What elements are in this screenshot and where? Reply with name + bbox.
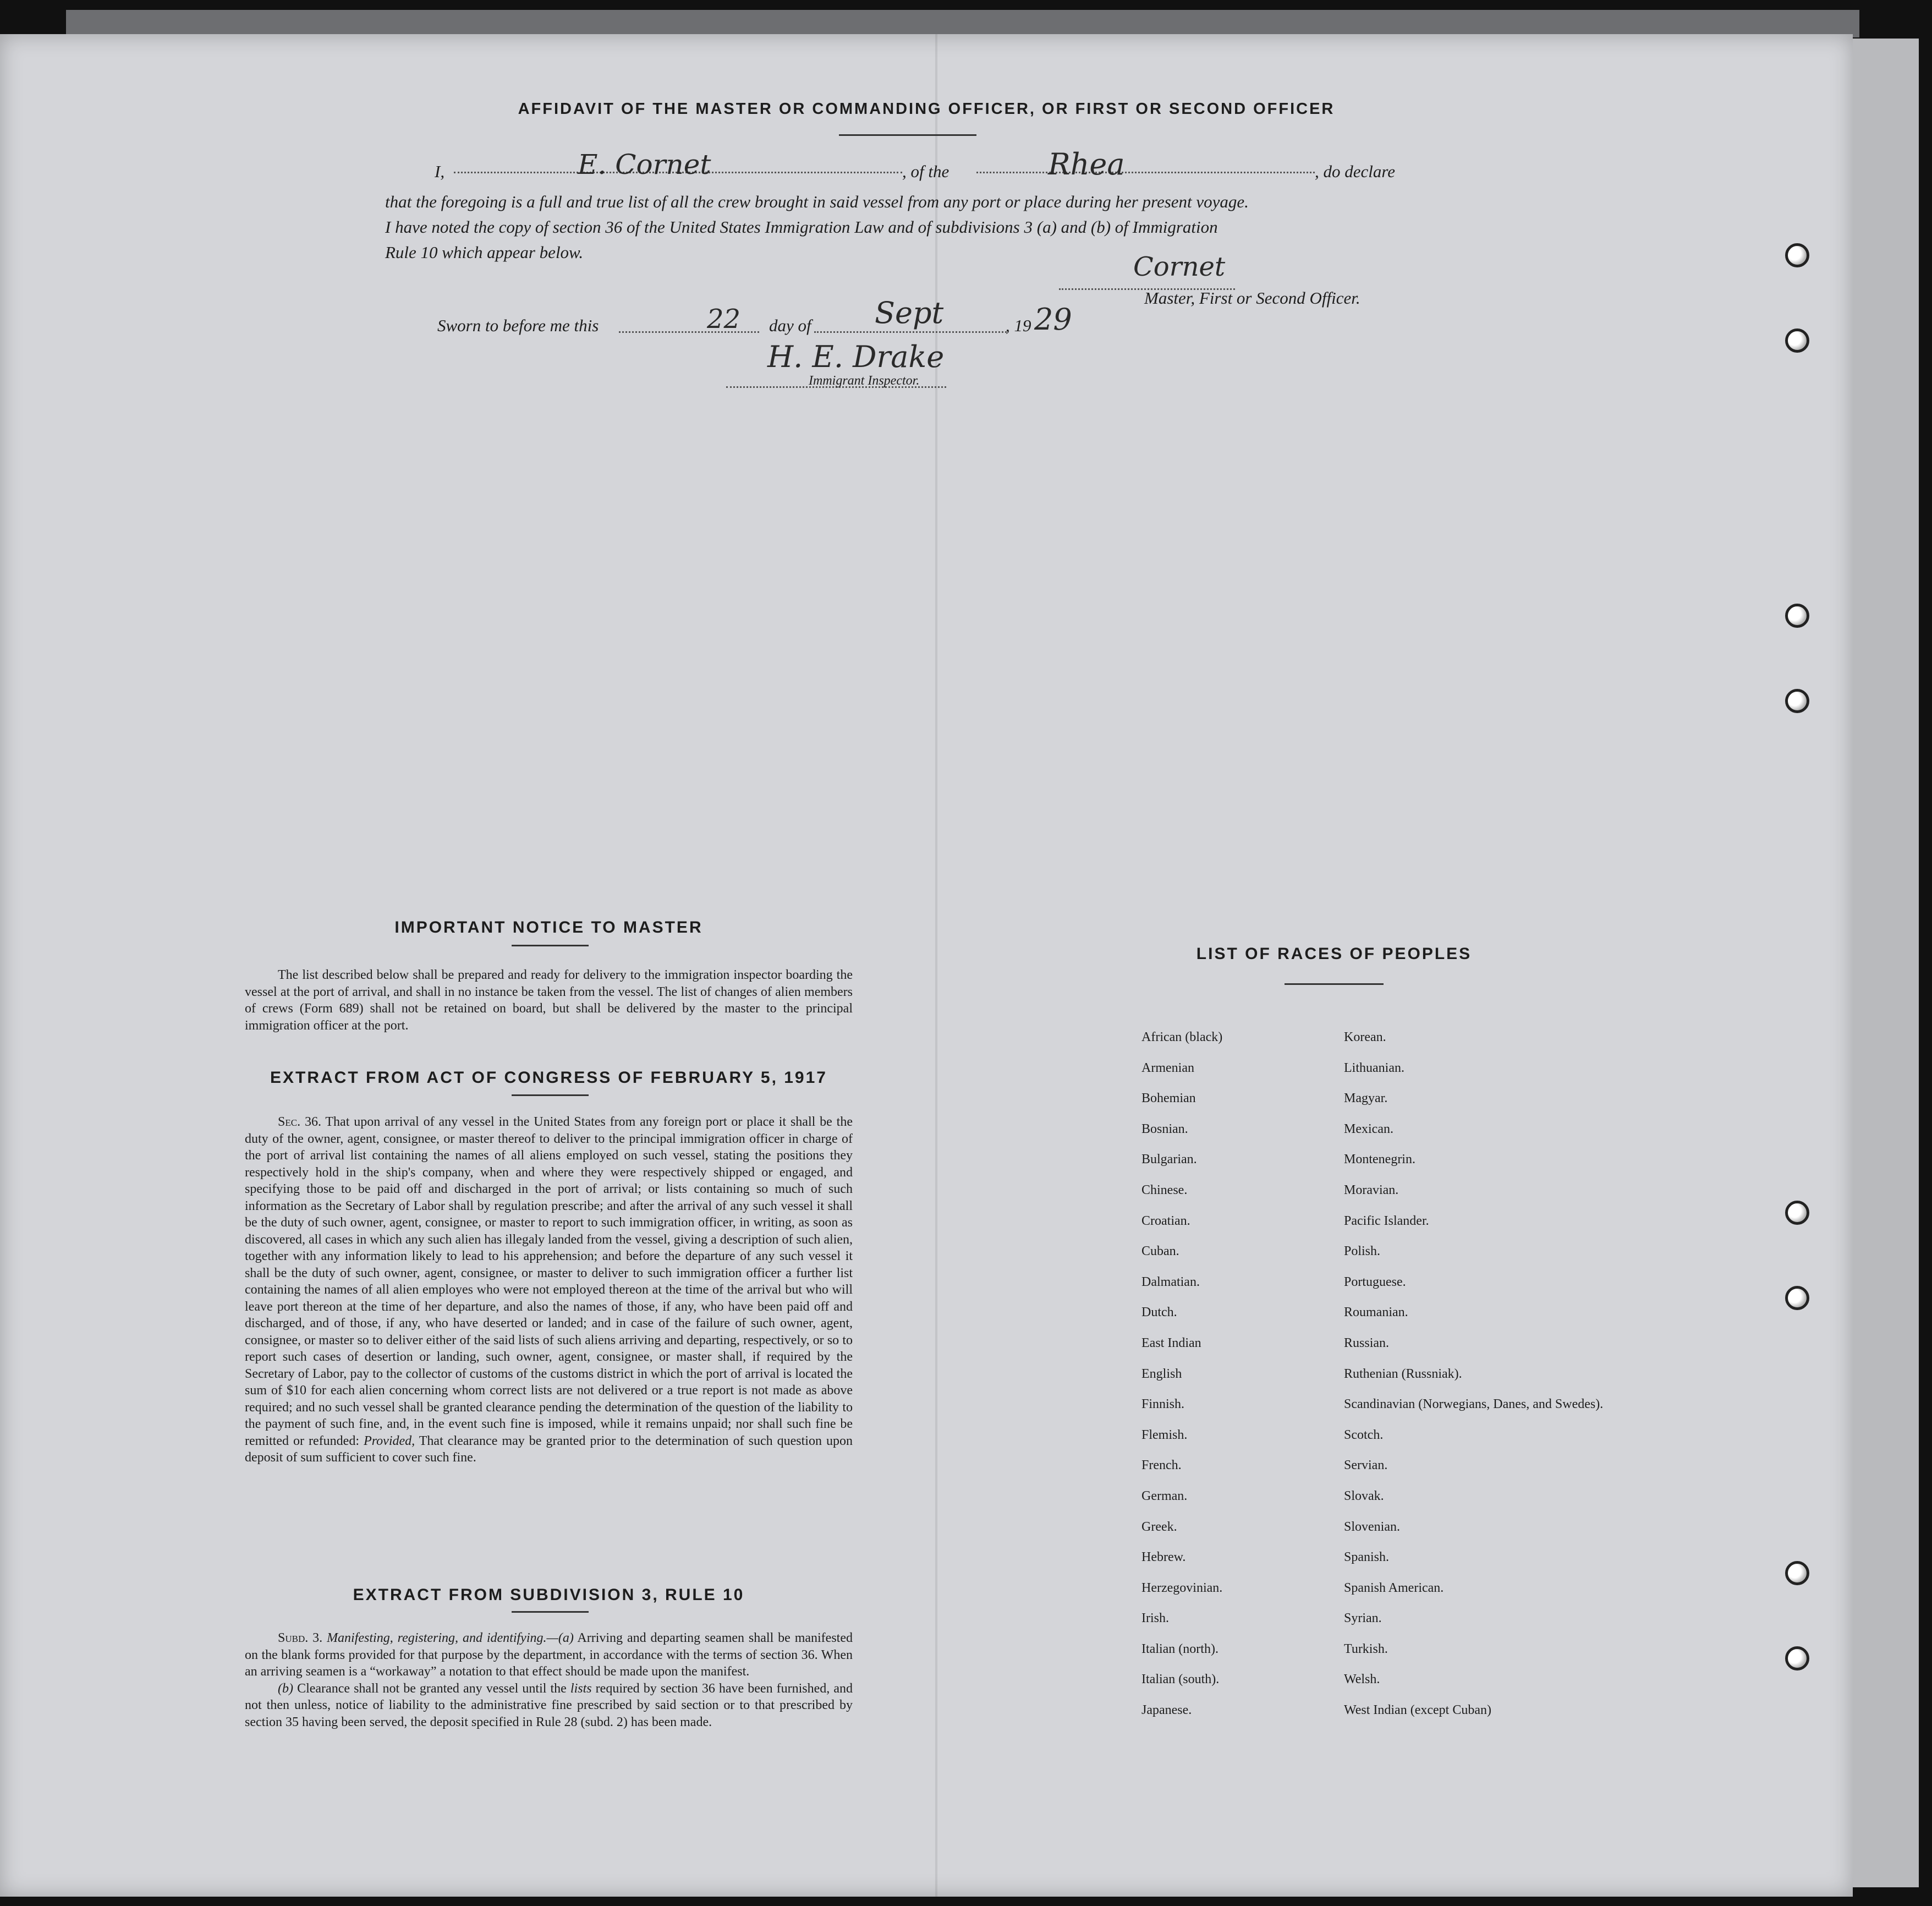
- races-rule: [1285, 983, 1384, 985]
- binder-hole: [1785, 1646, 1809, 1671]
- b-label: (b): [278, 1681, 293, 1696]
- rule-body: [245, 1630, 853, 1730]
- race-item: Japanese.: [1141, 1703, 1192, 1718]
- affidavit-line-2: that the foregoing is a full and true list of all the crew brought in said vessel from any port or place during her present voyage.: [385, 192, 1249, 211]
- vessel-name-line: [976, 172, 1315, 173]
- rule-rule: [512, 1611, 589, 1613]
- vessel-name: Rhea: [1048, 147, 1125, 182]
- subd-label: Subd. 3.: [278, 1631, 323, 1645]
- notice-paragraph: The list described below shall be prepared and ready for delivery to the immigration inspector boarding the vessel at the port of arrival, and shall in no instance be taken from the vessel. The list of changes of alien members of crews (Form 689) shall not be retained on board, but shall be delivered by the master to the principal immigration officer at the port.: [245, 968, 853, 1033]
- race-item: Ruthenian (Russniak).: [1344, 1366, 1462, 1381]
- races-title: LIST OF RACES OF PEOPLES: [1196, 945, 1472, 963]
- race-item: West Indian (except Cuban): [1344, 1703, 1491, 1718]
- act-text: That upon arrival of any vessel in the United States from any foreign port or place it shall be the duty of the owner, agent, consignee, or master thereof to deliver to the principal immigration officer in charge of the port of arrival list containing the names of all aliens employed on such vessel, stating the positions they respectively hold in the ship's company, when and where they were respectively shipped or engaged, and specifying those to be paid off and discharged in the port of arrival; or lists containing so much of such information as the Secretary of Labor shall by regulation prescribe; and after the arrival of any such vessel it shall be the duty of such owner, agent, consignee, or master to report to such immigration officer, in writing, as soon as discovered, all cases in which any such alien has illegaly landed from the vessel, giving a description of such alien, together with any information likely to lead to his apprehension; and before the departure of any such vessel it shall be the duty of such owner, agent, consignee, or master to deliver to such immigration officer a further list containing the names of all alien employes who were not employed thereon at the time of the arrival but who will leave port thereon at the time of her departure, and also the names of those, if any, who have been paid off and discharged, and of those, if any, who have deserted or landed; and in case of the failure of such owner, agent, consignee, or master so to deliver either of the said lists of such aliens arriving and departing, respectively, or so to report such cases of desertion or landing, such owner, agent, consignee, or master shall, if required by the Secretary of Labor, pay to the collector of customs of the customs district in which the port of arrival is located the sum of $10 for each alien concerning whom correct lists are not delivered or a true report is not made as above required; and no such vessel shall be granted clearance pending the determination of the question of the liability to the payment of such fine, and, in the event such fine is imposed, while it remains unpaid; nor shall such fine be remitted or refunded:: [245, 1115, 853, 1448]
- top-page-edge: [66, 10, 1859, 37]
- race-item: Bulgarian.: [1141, 1152, 1197, 1167]
- race-item: Italian (north).: [1141, 1641, 1219, 1656]
- race-item: Portuguese.: [1344, 1274, 1406, 1289]
- inspector-caption: Immigrant Inspector.: [809, 374, 920, 388]
- binder-hole: [1785, 1201, 1809, 1225]
- race-item: Herzegovinian.: [1141, 1580, 1223, 1595]
- race-item: Slovenian.: [1344, 1519, 1400, 1534]
- para-b-lists: lists: [570, 1681, 592, 1696]
- act-title: EXTRACT FROM ACT OF CONGRESS OF FEBRUARY 5, 1917: [270, 1069, 827, 1087]
- race-item: East Indian: [1141, 1335, 1201, 1350]
- officer-signature: Cornet: [1133, 251, 1226, 282]
- i-label: I,: [435, 162, 445, 181]
- race-item: Polish.: [1344, 1244, 1381, 1259]
- race-item: Bosnian.: [1141, 1121, 1188, 1136]
- binder-hole: [1785, 328, 1809, 353]
- race-item: Italian (south).: [1141, 1672, 1220, 1687]
- race-item: German.: [1141, 1488, 1188, 1503]
- race-item: Montenegrin.: [1344, 1152, 1415, 1167]
- race-item: Roumanian.: [1344, 1305, 1408, 1320]
- race-item: Moravian.: [1344, 1182, 1399, 1197]
- month-line: [814, 331, 1007, 333]
- race-item: Syrian.: [1344, 1611, 1382, 1626]
- provided-label: Provided,: [364, 1433, 415, 1448]
- races-left-column: [1141, 1030, 1222, 1734]
- race-item: Scotch.: [1344, 1427, 1384, 1442]
- race-item: French.: [1141, 1458, 1182, 1473]
- notice-body: [245, 967, 853, 1034]
- affidavit-line-3: I have noted the copy of section 36 of the United States Immigration Law and of subdivisions 3 (a) and (b) of Immigration: [385, 217, 1218, 237]
- affidavit-title: AFFIDAVIT OF THE MASTER OR COMMANDING OFFICER, OR FIRST OR SECOND OFFICER: [518, 100, 1335, 118]
- document-page: [0, 34, 1853, 1897]
- inspector-signature: H. E. Drake: [767, 339, 945, 374]
- binder-hole: [1785, 243, 1809, 267]
- para-a: Arriving and departing seamen shall be manifested on the blank forms provided for that purpose by the department, in accordance with the terms of section 36. When an arriving seamen is a “workaway” a notation to that effect should be made upon the manifest.: [245, 1631, 853, 1679]
- race-item: Spanish American.: [1344, 1580, 1444, 1595]
- race-item: Magyar.: [1344, 1091, 1388, 1106]
- race-item: Flemish.: [1141, 1427, 1188, 1442]
- act-text-end: That clearance may be granted prior to the determination of such question upon deposit of sum sufficient to cover such fine.: [245, 1433, 853, 1465]
- para-b-1: Clearance shall not be granted any vessel until the: [297, 1681, 567, 1696]
- race-item: Russian.: [1344, 1335, 1390, 1350]
- binder-hole: [1785, 604, 1809, 628]
- rule-title: EXTRACT FROM SUBDIVISION 3, RULE 10: [353, 1586, 745, 1604]
- race-item: Pacific Islander.: [1344, 1213, 1429, 1228]
- day-value: 22: [707, 304, 741, 335]
- sec-label: Sec. 36.: [278, 1115, 321, 1129]
- race-item: Armenian: [1141, 1060, 1194, 1075]
- sworn-label: Sworn to before me this: [437, 316, 599, 335]
- title-rule: [839, 134, 976, 136]
- notice-rule: [512, 945, 589, 946]
- race-item: Bohemian: [1141, 1091, 1196, 1106]
- subd-heading: Manifesting, registering, and identifying.—(a): [327, 1631, 574, 1645]
- races-right-column: [1344, 1030, 1603, 1734]
- para-b-2: required by section 36 have been furnished, and not then unless, notice of liability to the administrative fine prescribed by said section or to that prescribed by section 35 having been served, the deposit specified in Rule 28 (subd. 2) has been made.: [245, 1681, 853, 1729]
- race-item: Finnish.: [1141, 1397, 1185, 1412]
- race-item: Chinese.: [1141, 1182, 1188, 1197]
- race-item: Turkish.: [1344, 1641, 1388, 1656]
- binder-hole: [1785, 1286, 1809, 1310]
- race-item: Welsh.: [1344, 1672, 1380, 1687]
- race-item: Dalmatian.: [1141, 1274, 1200, 1289]
- year-prefix: , 19: [1006, 316, 1031, 335]
- race-item: Hebrew.: [1141, 1550, 1186, 1565]
- master-name: E. Cornet: [578, 149, 711, 180]
- day-of-label: day of: [769, 316, 811, 335]
- race-item: Spanish.: [1344, 1550, 1390, 1565]
- race-item: Croatian.: [1141, 1213, 1190, 1228]
- race-item: English: [1141, 1366, 1182, 1381]
- race-item: Greek.: [1141, 1519, 1177, 1534]
- race-item: Mexican.: [1344, 1121, 1393, 1136]
- binder-hole: [1785, 1561, 1809, 1585]
- notice-title: IMPORTANT NOTICE TO MASTER: [394, 918, 703, 936]
- affidavit-line-4: Rule 10 which appear below.: [385, 243, 584, 262]
- month-value: Sept: [875, 295, 944, 330]
- race-item: African (black): [1141, 1030, 1223, 1044]
- race-item: Scandinavian (Norwegians, Danes, and Swedes).: [1344, 1397, 1604, 1412]
- act-body: [245, 1114, 853, 1466]
- race-item: Korean.: [1344, 1030, 1386, 1044]
- do-declare-label: , do declare: [1315, 162, 1396, 181]
- right-page-edge: [1853, 39, 1919, 1887]
- race-item: Cuban.: [1141, 1244, 1179, 1259]
- race-item: Lithuanian.: [1344, 1060, 1404, 1075]
- race-item: Slovak.: [1344, 1488, 1384, 1503]
- binder-hole: [1785, 689, 1809, 713]
- of-the-label: , of the: [902, 162, 949, 181]
- race-item: Irish.: [1141, 1611, 1169, 1626]
- act-rule: [512, 1094, 589, 1096]
- race-item: Dutch.: [1141, 1305, 1177, 1320]
- race-item: Servian.: [1344, 1458, 1388, 1473]
- year-value: 29: [1034, 302, 1072, 337]
- officer-caption: Master, First or Second Officer.: [1144, 288, 1360, 308]
